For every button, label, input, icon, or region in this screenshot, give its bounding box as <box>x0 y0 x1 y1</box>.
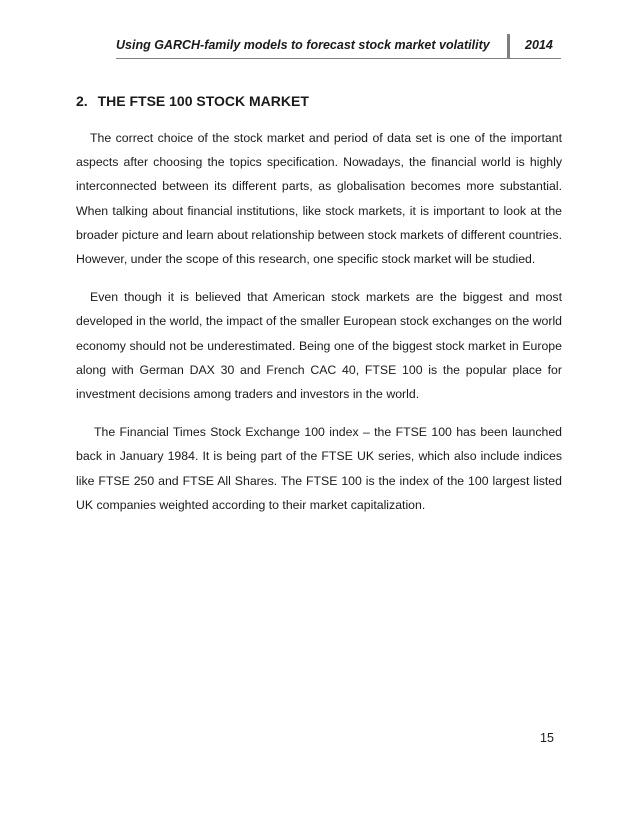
section-heading <box>76 93 309 109</box>
paragraph: The correct choice of the stock market and period of data set is one of the important aspects after choosing the topics specification. Nowadays, the financial world is highly interconnected between its different parts, as globalisation becomes more substantial. When talking about financial institutions, like stock markets, it is important to look at the broader picture and learn about relationship between stock markets of different countries. However, under the scope of this research, one specific stock market will be studied. <box>76 131 562 267</box>
header-rule <box>116 58 561 59</box>
page-number: 15 <box>540 731 554 745</box>
header-title: Using GARCH-family models to forecast stock market volatility <box>116 38 490 52</box>
paragraph: The Financial Times Stock Exchange 100 index – the FTSE 100 has been launched back in January 1984. It is being part of the FTSE UK series, which also include indices like FTSE 250 and FTSE All Shares. The FTSE 100 is the index of the 100 largest listed UK companies weighted according to their market capitalization. <box>76 425 562 512</box>
section-title: THE FTSE 100 STOCK MARKET <box>97 93 309 109</box>
header-year: 2014 <box>525 38 553 52</box>
page-header <box>0 34 638 62</box>
section-number: 2. <box>76 93 88 109</box>
paragraph: Even though it is believed that American stock markets are the biggest and most developed in the world, the impact of the smaller European stock exchanges on the world economy should not be underestimated. Being one of the biggest stock market in Europe along with German DAX 30 and French CAC 40, FTSE 100 is the popular place for investment decisions among traders and investors in the world. <box>76 290 563 402</box>
body-text <box>76 126 562 531</box>
header-divider <box>507 34 510 58</box>
